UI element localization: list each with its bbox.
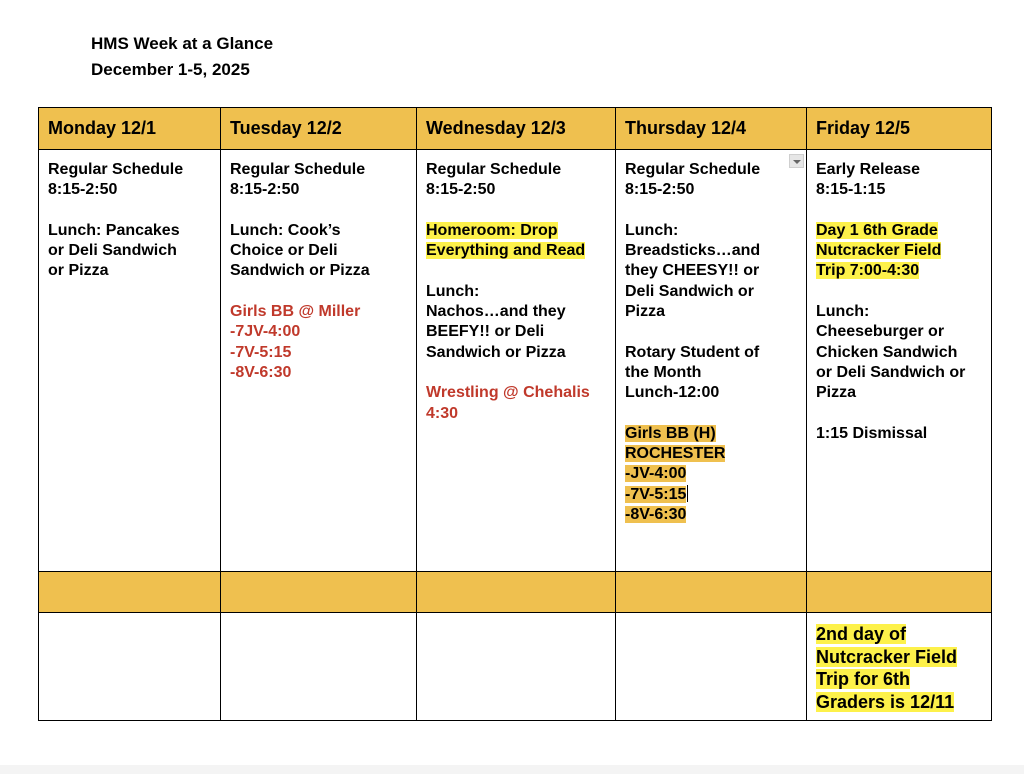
- event-line: -JV-4:00: [625, 465, 687, 483]
- lunch-line: Deli Sandwich or: [625, 282, 754, 300]
- lunch-line: Lunch:: [816, 303, 870, 321]
- lunch-line: Sandwich or Pizza: [426, 343, 566, 361]
- lunch-line: Lunch: Cook’s: [230, 221, 341, 239]
- tuesday-lunch: [230, 221, 408, 282]
- schedule-line: Regular Schedule: [426, 161, 562, 178]
- notes-cell-wednesday[interactable]: [417, 613, 616, 721]
- notes-cell-monday[interactable]: [39, 613, 221, 721]
- cell-tuesday[interactable]: [221, 150, 417, 572]
- header-friday[interactable]: Friday 12/5: [807, 108, 992, 150]
- wednesday-lunch: [426, 282, 607, 363]
- schedule-line: Regular Schedule: [48, 161, 184, 178]
- page-subtitle-dates: December 1-5, 2025: [91, 60, 250, 79]
- document-title-block: [91, 31, 273, 83]
- lunch-line: Chicken Sandwich: [816, 343, 958, 361]
- schedule-time: 8:15-2:50: [625, 181, 695, 199]
- schedule-row: [39, 150, 992, 572]
- separator-band-row: [39, 572, 992, 613]
- thursday-schedule: [625, 160, 798, 201]
- schedule-line: Early Release: [816, 161, 921, 178]
- event-line: 4:30: [426, 404, 459, 422]
- rotary-line: Rotary Student of: [625, 343, 760, 361]
- friday-note: [807, 613, 991, 713]
- lunch-line: BEEFY!! or Deli: [426, 323, 545, 341]
- header-thursday[interactable]: Thursday 12/4: [616, 108, 807, 150]
- event-line: Girls BB (H): [625, 424, 716, 442]
- page-bottom-edge: [0, 765, 1024, 774]
- lunch-line: or Deli Sandwich or: [816, 363, 966, 381]
- lunch-line: Lunch: Pancakes: [48, 221, 180, 239]
- note-line: 2nd day of: [816, 624, 907, 644]
- schedule-line: Regular Schedule: [230, 161, 366, 178]
- monday-schedule: [48, 160, 212, 201]
- event-line: -7V-5:15: [230, 343, 292, 361]
- schedule-time: 8:15-2:50: [230, 181, 300, 199]
- band-cell[interactable]: [616, 572, 807, 613]
- field-trip-line: Nutcracker Field: [816, 242, 942, 260]
- lunch-line: they CHEESY!! or: [625, 262, 760, 280]
- lunch-line: Nachos…and they: [426, 303, 566, 321]
- tuesday-schedule: [230, 160, 408, 201]
- rotary-line: the Month: [625, 363, 702, 381]
- event-line: -7JV-4:00: [230, 323, 301, 341]
- dismissal-line: 1:15 Dismissal: [816, 424, 928, 442]
- band-cell[interactable]: [417, 572, 616, 613]
- note-line: Nutcracker Field: [816, 646, 958, 667]
- cell-thursday[interactable]: [616, 150, 807, 572]
- header-monday[interactable]: Monday 12/1: [39, 108, 221, 150]
- wednesday-homeroom: [426, 221, 607, 262]
- dropdown-arrow-icon[interactable]: [789, 154, 804, 168]
- thursday-lunch: [625, 221, 798, 322]
- day-header-row: [39, 108, 992, 150]
- lunch-line: Lunch:: [625, 221, 679, 239]
- lunch-line: Cheeseburger or: [816, 323, 945, 341]
- field-trip-line: Trip 7:00-4:30: [816, 262, 920, 280]
- lunch-line: Pizza: [625, 303, 666, 321]
- notes-cell-thursday[interactable]: [616, 613, 807, 721]
- cell-monday[interactable]: [39, 150, 221, 572]
- page-title: HMS Week at a Glance: [91, 34, 274, 53]
- lunch-line: or Deli Sandwich: [48, 242, 177, 260]
- band-cell[interactable]: [39, 572, 221, 613]
- lunch-line: Lunch:: [426, 282, 480, 300]
- lunch-line: Choice or Deli: [230, 242, 338, 260]
- homeroom-line: Everything and Read: [426, 242, 586, 260]
- lunch-line: Pizza: [816, 384, 857, 402]
- schedule-time: 8:15-2:50: [48, 181, 118, 199]
- lunch-line: or Pizza: [48, 262, 109, 280]
- event-line: ROCHESTER: [625, 445, 726, 463]
- note-line: Graders is 12/11: [816, 691, 955, 712]
- header-wednesday[interactable]: Wednesday 12/3: [417, 108, 616, 150]
- text-cursor: [687, 485, 688, 502]
- friday-schedule: [816, 160, 983, 201]
- friday-field-trip: [816, 221, 983, 282]
- lunch-line: Breadsticks…and: [625, 242, 761, 260]
- wednesday-schedule: [426, 160, 607, 201]
- tuesday-event-girls-bb: [230, 302, 408, 383]
- friday-lunch: [816, 302, 983, 403]
- cell-wednesday[interactable]: [417, 150, 616, 572]
- notes-cell-tuesday[interactable]: [221, 613, 417, 721]
- wednesday-event-wrestling: [426, 383, 607, 424]
- schedule-line: Regular Schedule: [625, 161, 761, 178]
- week-table: [38, 107, 992, 721]
- notes-cell-friday[interactable]: [807, 613, 992, 721]
- field-trip-line: Day 1 6th Grade: [816, 221, 938, 239]
- monday-lunch: [48, 221, 212, 282]
- notes-row: [39, 613, 992, 721]
- event-line: -8V-6:30: [230, 363, 292, 381]
- header-tuesday[interactable]: Tuesday 12/2: [221, 108, 417, 150]
- event-line: -7V-5:15: [625, 485, 687, 503]
- event-line: Wrestling @ Chehalis: [426, 384, 590, 402]
- band-cell[interactable]: [221, 572, 417, 613]
- event-line: -8V-6:30: [625, 506, 687, 524]
- friday-dismissal: [816, 424, 983, 444]
- thursday-rotary: [625, 343, 798, 404]
- lunch-line: Sandwich or Pizza: [230, 262, 370, 280]
- cell-friday[interactable]: [807, 150, 992, 572]
- rotary-line: Lunch-12:00: [625, 384, 720, 402]
- schedule-time: 8:15-1:15: [816, 181, 886, 199]
- homeroom-line: Homeroom: Drop: [426, 221, 558, 239]
- schedule-time: 8:15-2:50: [426, 181, 496, 199]
- thursday-event-girls-bb: [625, 424, 798, 525]
- note-line: Trip for 6th: [816, 669, 910, 689]
- band-cell[interactable]: [807, 572, 992, 613]
- event-line: Girls BB @ Miller: [230, 303, 361, 321]
